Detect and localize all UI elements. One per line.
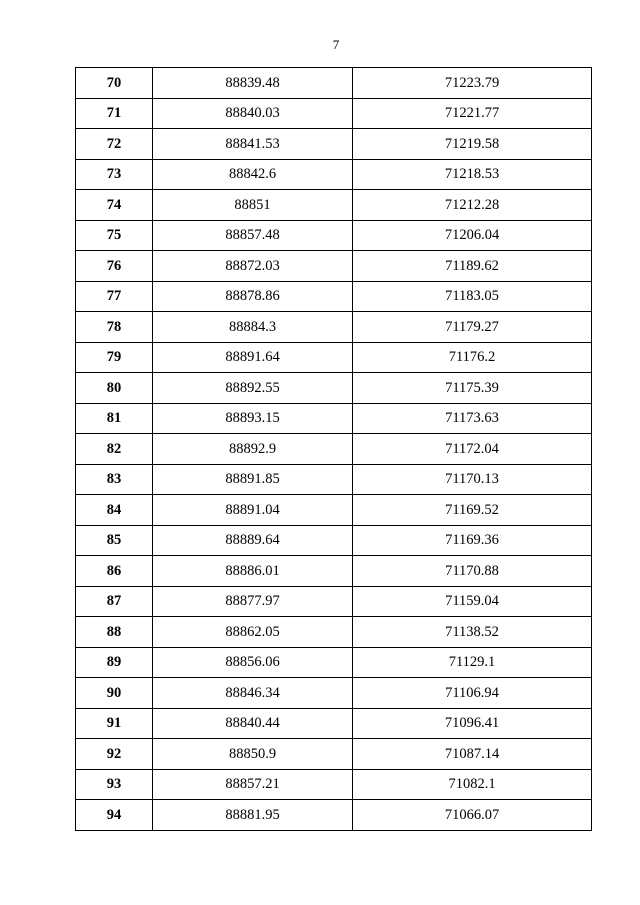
x-coordinate-cell: 88857.21 bbox=[153, 769, 353, 800]
table-row bbox=[76, 678, 592, 709]
y-coordinate-cell: 71175.39 bbox=[353, 373, 592, 404]
x-coordinate-cell: 88881.95 bbox=[153, 800, 353, 831]
table-row bbox=[76, 251, 592, 282]
table-row bbox=[76, 373, 592, 404]
table-row bbox=[76, 190, 592, 221]
point-number-cell: 72 bbox=[76, 129, 153, 160]
point-number-cell: 78 bbox=[76, 312, 153, 343]
y-coordinate-cell: 71087.14 bbox=[353, 739, 592, 770]
point-number-cell: 75 bbox=[76, 220, 153, 251]
table-row bbox=[76, 556, 592, 587]
coordinates-table bbox=[75, 67, 592, 831]
point-number-cell: 93 bbox=[76, 769, 153, 800]
point-number-cell: 84 bbox=[76, 495, 153, 526]
y-coordinate-cell: 71176.2 bbox=[353, 342, 592, 373]
point-number-cell: 74 bbox=[76, 190, 153, 221]
y-coordinate-cell: 71212.28 bbox=[353, 190, 592, 221]
point-number-cell: 88 bbox=[76, 617, 153, 648]
y-coordinate-cell: 71183.05 bbox=[353, 281, 592, 312]
point-number-cell: 70 bbox=[76, 68, 153, 99]
x-coordinate-cell: 88862.05 bbox=[153, 617, 353, 648]
table-row bbox=[76, 495, 592, 526]
y-coordinate-cell: 71218.53 bbox=[353, 159, 592, 190]
table-row bbox=[76, 586, 592, 617]
x-coordinate-cell: 88839.48 bbox=[153, 68, 353, 99]
y-coordinate-cell: 71219.58 bbox=[353, 129, 592, 160]
x-coordinate-cell: 88842.6 bbox=[153, 159, 353, 190]
table-row bbox=[76, 464, 592, 495]
y-coordinate-cell: 71129.1 bbox=[353, 647, 592, 678]
point-number-cell: 73 bbox=[76, 159, 153, 190]
y-coordinate-cell: 71170.13 bbox=[353, 464, 592, 495]
table-row bbox=[76, 434, 592, 465]
x-coordinate-cell: 88891.64 bbox=[153, 342, 353, 373]
y-coordinate-cell: 71179.27 bbox=[353, 312, 592, 343]
page-number: 7 bbox=[332, 37, 340, 52]
point-number-cell: 79 bbox=[76, 342, 153, 373]
point-number-cell: 80 bbox=[76, 373, 153, 404]
table-row bbox=[76, 800, 592, 831]
table-row bbox=[76, 617, 592, 648]
x-coordinate-cell: 88892.55 bbox=[153, 373, 353, 404]
point-number-cell: 87 bbox=[76, 586, 153, 617]
y-coordinate-cell: 71159.04 bbox=[353, 586, 592, 617]
x-coordinate-cell: 88892.9 bbox=[153, 434, 353, 465]
table-row bbox=[76, 98, 592, 129]
y-coordinate-cell: 71223.79 bbox=[353, 68, 592, 99]
table-row bbox=[76, 403, 592, 434]
table-row bbox=[76, 312, 592, 343]
point-number-cell: 92 bbox=[76, 739, 153, 770]
y-coordinate-cell: 71173.63 bbox=[353, 403, 592, 434]
x-coordinate-cell: 88878.86 bbox=[153, 281, 353, 312]
table-row bbox=[76, 525, 592, 556]
coordinates-table-body bbox=[76, 68, 592, 831]
x-coordinate-cell: 88851 bbox=[153, 190, 353, 221]
table-row bbox=[76, 68, 592, 99]
table-row bbox=[76, 159, 592, 190]
x-coordinate-cell: 88891.04 bbox=[153, 495, 353, 526]
x-coordinate-cell: 88893.15 bbox=[153, 403, 353, 434]
x-coordinate-cell: 88872.03 bbox=[153, 251, 353, 282]
y-coordinate-cell: 71169.52 bbox=[353, 495, 592, 526]
table-row bbox=[76, 129, 592, 160]
x-coordinate-cell: 88857.48 bbox=[153, 220, 353, 251]
x-coordinate-cell: 88841.53 bbox=[153, 129, 353, 160]
x-coordinate-cell: 88886.01 bbox=[153, 556, 353, 587]
point-number-cell: 82 bbox=[76, 434, 153, 465]
y-coordinate-cell: 71138.52 bbox=[353, 617, 592, 648]
point-number-cell: 76 bbox=[76, 251, 153, 282]
y-coordinate-cell: 71172.04 bbox=[353, 434, 592, 465]
y-coordinate-cell: 71082.1 bbox=[353, 769, 592, 800]
table-row bbox=[76, 220, 592, 251]
x-coordinate-cell: 88884.3 bbox=[153, 312, 353, 343]
x-coordinate-cell: 88840.03 bbox=[153, 98, 353, 129]
table-row bbox=[76, 281, 592, 312]
y-coordinate-cell: 71221.77 bbox=[353, 98, 592, 129]
point-number-cell: 85 bbox=[76, 525, 153, 556]
y-coordinate-cell: 71169.36 bbox=[353, 525, 592, 556]
table-row bbox=[76, 708, 592, 739]
y-coordinate-cell: 71096.41 bbox=[353, 708, 592, 739]
table-row bbox=[76, 342, 592, 373]
point-number-cell: 91 bbox=[76, 708, 153, 739]
point-number-cell: 77 bbox=[76, 281, 153, 312]
point-number-cell: 81 bbox=[76, 403, 153, 434]
x-coordinate-cell: 88889.64 bbox=[153, 525, 353, 556]
y-coordinate-cell: 71189.62 bbox=[353, 251, 592, 282]
point-number-cell: 90 bbox=[76, 678, 153, 709]
x-coordinate-cell: 88846.34 bbox=[153, 678, 353, 709]
point-number-cell: 94 bbox=[76, 800, 153, 831]
y-coordinate-cell: 71206.04 bbox=[353, 220, 592, 251]
point-number-cell: 71 bbox=[76, 98, 153, 129]
x-coordinate-cell: 88850.9 bbox=[153, 739, 353, 770]
point-number-cell: 89 bbox=[76, 647, 153, 678]
x-coordinate-cell: 88840.44 bbox=[153, 708, 353, 739]
x-coordinate-cell: 88856.06 bbox=[153, 647, 353, 678]
table-row bbox=[76, 739, 592, 770]
y-coordinate-cell: 71170.88 bbox=[353, 556, 592, 587]
table-row bbox=[76, 769, 592, 800]
point-number-cell: 83 bbox=[76, 464, 153, 495]
x-coordinate-cell: 88877.97 bbox=[153, 586, 353, 617]
x-coordinate-cell: 88891.85 bbox=[153, 464, 353, 495]
y-coordinate-cell: 71066.07 bbox=[353, 800, 592, 831]
table-row bbox=[76, 647, 592, 678]
y-coordinate-cell: 71106.94 bbox=[353, 678, 592, 709]
point-number-cell: 86 bbox=[76, 556, 153, 587]
